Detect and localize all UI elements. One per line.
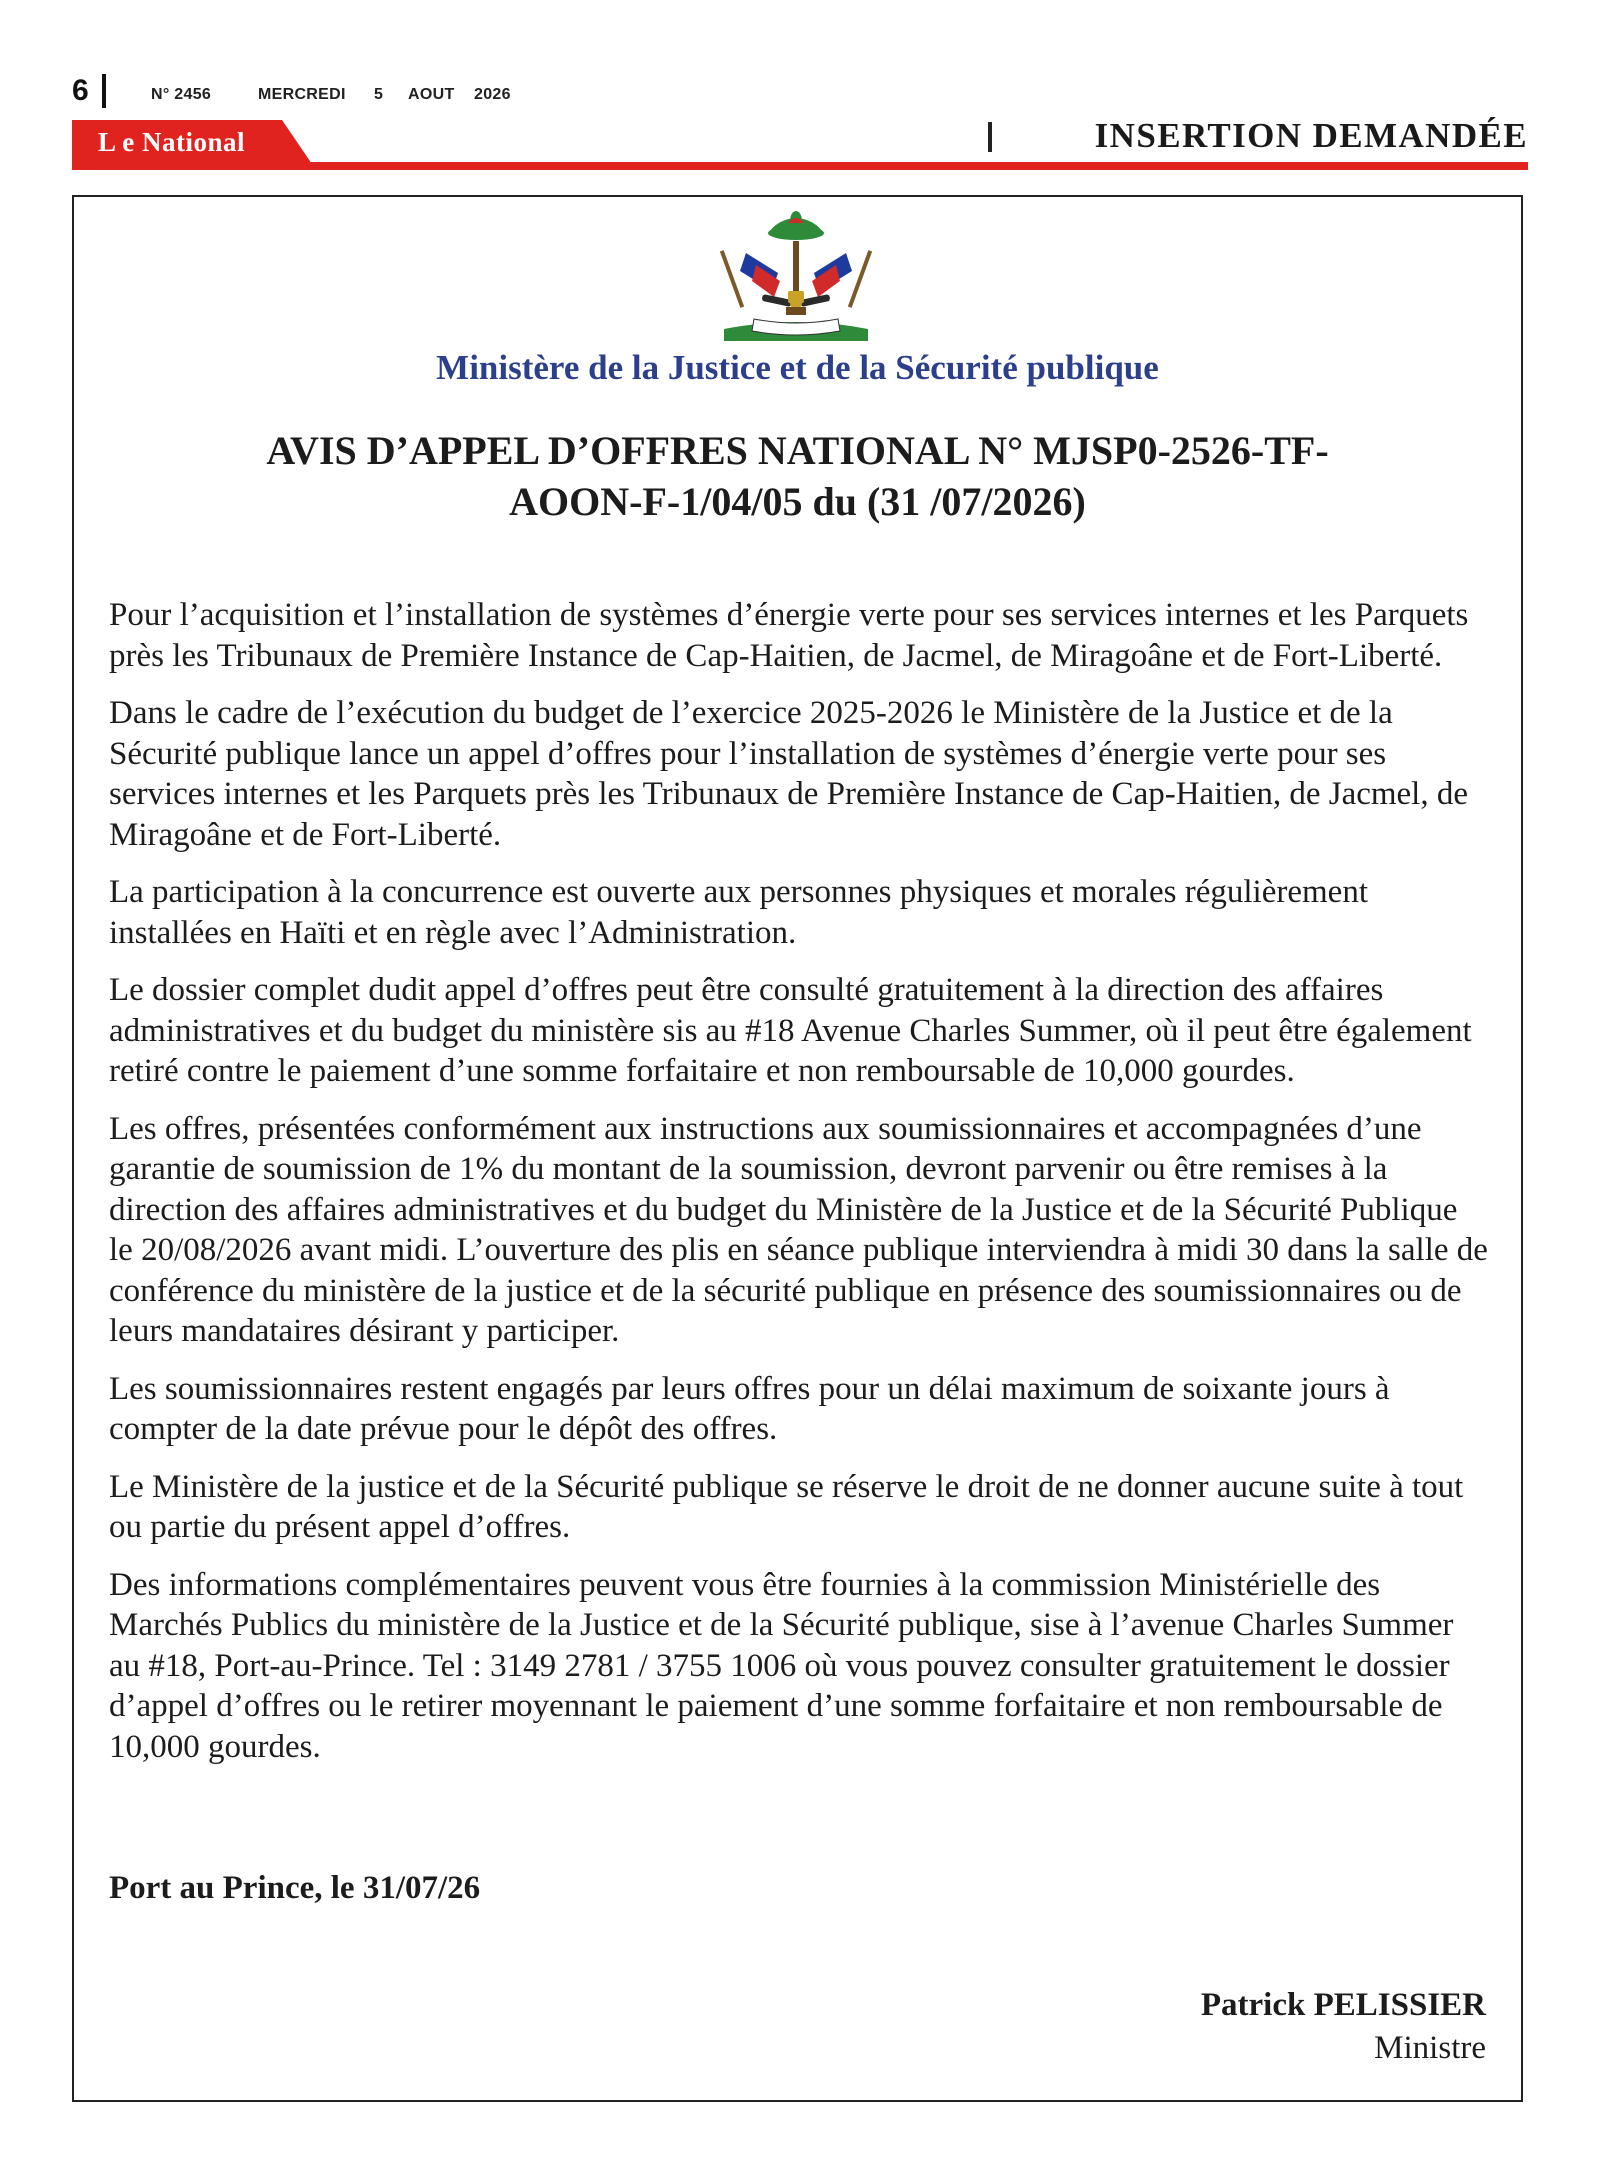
notice-title-line-1: AVIS D’APPEL D’OFFRES NATIONAL N° MJSP0-2526-TF- bbox=[266, 428, 1329, 473]
place-date: Port au Prince, le 31/07/26 bbox=[109, 1870, 481, 1906]
paragraph-purpose: Pour l’acquisition et l’installation de systèmes d’énergie verte pour ses services internes et les Parquets près les Tribunaux de Première Instance de Cap-Haitien, de Jacmel, de Miragoâne et de Fort-Liberté. bbox=[109, 597, 1469, 674]
masthead bbox=[72, 66, 1528, 172]
paragraph-dossier: Le dossier complet dudit appel d’offres peut être consulté gratuitement à la direction des affaires administratives et du budget du ministère sis au #18 Avenue Charles Summer, où il peut être également retiré contre le paiement d’une somme forfaitaire et non remboursable de 10,000 gourdes. bbox=[109, 972, 1472, 1089]
paragraph-validity: Les soumissionnaires restent engagés par leurs offres pour un délai maximum de soixante jours à compter de la date prévue pour le dépôt des offres. bbox=[109, 1370, 1390, 1447]
paragraph-contact: Des informations complémentaires peuvent vous être fournies à la commission Ministérielle des Marchés Publics du ministère de la Justice et de la Sécurité publique, sise à l’avenue Charles Summer au #18, Port-au-Prince. Tel : 3149 2781 / 3755 1006 où vous pouvez consulter gratuitement le dossier d’appel d’offres ou le retirer moyennant le paiement d’une somme forfaitaire et non remboursable de 10,000 gourdes. bbox=[109, 1566, 1454, 1765]
paragraph-eligibility: La participation à la concurrence est ouverte aux personnes physiques et morales régulièrement installées en Haïti et en règle avec l’Administration. bbox=[109, 874, 1368, 951]
signer-title: Ministre bbox=[1374, 2030, 1486, 2066]
issue-year: 2026 bbox=[474, 86, 511, 103]
paragraph-reservation: Le Ministère de la justice et de la Sécurité publique se réserve le droit de ne donner aucune suite à tout ou partie du présent appel d’offres. bbox=[109, 1468, 1464, 1545]
issue-day: 5 bbox=[374, 86, 384, 103]
notice-frame bbox=[72, 195, 1523, 2102]
issue-month: AOUT bbox=[408, 86, 455, 103]
ministry-name: Ministère de la Justice et de la Sécurité publique bbox=[436, 348, 1159, 387]
page-number-divider bbox=[102, 74, 106, 108]
notice-title-line-2: AOON-F-1/04/05 du (31 /07/2026) bbox=[509, 479, 1086, 524]
paragraph-submission: Les offres, présentées conformément aux instructions aux soumissionnaires et accompagnées d’une garantie de soumission de 1% du montant de la soumission, devront parvenir ou être remises à la direction des affaires administratives et du budget du Ministère de la Justice et de la Sécurité Publique le 20/08/2026 avant midi. L’ouverture des plis en séance publique interviendra à midi 30 dans la salle de conférence du ministère de la justice et de la sécurité publique en présence des soumissionnaires ou de leurs mandataires désirant y participer. bbox=[109, 1110, 1488, 1349]
signer-name: Patrick PELISSIER bbox=[1200, 1987, 1486, 2023]
notice-title bbox=[74, 425, 1521, 527]
paragraph-context: Dans le cadre de l’exécution du budget de l’exercice 2025-2026 le Ministère de la Justice et de la Sécurité publique lance un appel d’offres pour l’installation de systèmes d’énergie verte pour ses services internes et les Parquets près les Tribunaux de Première Instance de Cap-Haitien, de Jacmel, de Miragoâne et de Fort-Liberté. bbox=[109, 695, 1468, 853]
coat-of-arms-icon bbox=[716, 211, 876, 345]
section-title: INSERTION DEMANDÉE bbox=[1094, 116, 1528, 155]
issue-number: N° 2456 bbox=[151, 86, 212, 103]
notice-body bbox=[109, 595, 1489, 1784]
publication-name: L e National bbox=[98, 127, 246, 157]
section-divider bbox=[988, 122, 992, 152]
header-rule bbox=[72, 162, 1528, 170]
page-number: 6 bbox=[72, 74, 89, 107]
issue-weekday: MERCREDI bbox=[258, 86, 346, 103]
